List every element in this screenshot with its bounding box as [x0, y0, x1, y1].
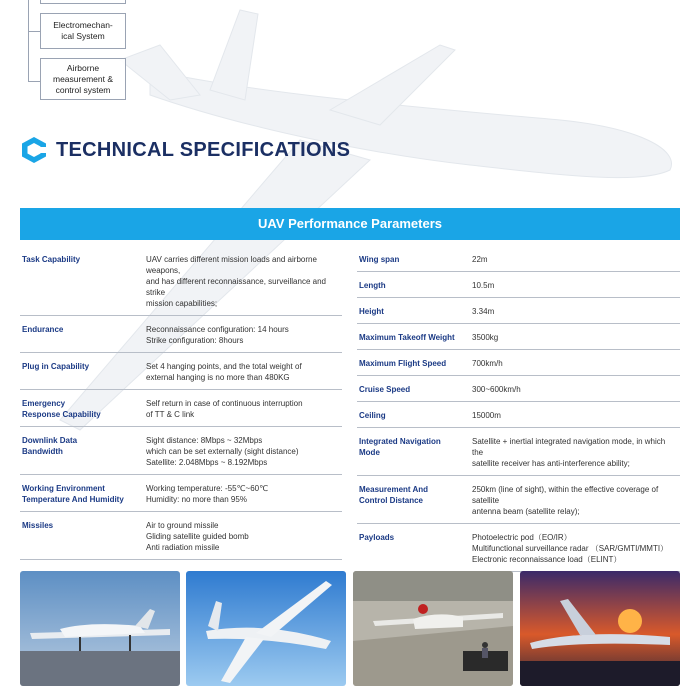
spec-value-line: Photoelectric pod（EO/IR） [472, 533, 572, 542]
spec-row [357, 350, 680, 376]
spec-value-line: and has different reconnaissance, surveillance and strike [146, 277, 326, 297]
spec-label [20, 316, 144, 352]
spec-value [144, 353, 342, 389]
spec-value-line: antenna beam (satellite relay); [472, 507, 580, 516]
spec-label-line: Mode [359, 448, 380, 457]
tree-node-line: Electromechan- [53, 20, 113, 30]
spec-label-line: Height [359, 307, 384, 316]
spec-value-line: Electronic reconnaissance load（ELINT） [472, 555, 622, 564]
spec-row [357, 476, 680, 524]
spec-value-line: Reconnaissance configuration: 14 hours [146, 325, 289, 334]
tree-node-line: control system [55, 84, 111, 95]
spec-label [357, 324, 470, 349]
spec-value [144, 427, 342, 474]
spec-row [20, 353, 342, 390]
spec-value-line: Anti radiation missile [146, 543, 220, 552]
spec-value [470, 428, 680, 475]
spec-value-line: 22m [472, 255, 488, 264]
spec-value [144, 475, 342, 511]
spec-label-line: Wing span [359, 255, 400, 264]
spec-label-line: Working Environment [22, 484, 105, 493]
spec-value-line: which can be set externally (sight distance) [146, 447, 299, 456]
spec-value-line: external hanging is no more than 480KG [146, 373, 290, 382]
spec-value-line: Self return in case of continuous interruption [146, 399, 303, 408]
spec-value [470, 350, 680, 375]
spec-value [144, 512, 342, 559]
spec-label [357, 246, 470, 271]
spec-label [357, 428, 470, 475]
spec-label-line: Measurement And [359, 485, 429, 494]
spec-value-line: 700km/h [472, 359, 503, 368]
spec-value-line: Multifunctional surveillance radar （SAR/GMTI/MMTI） [472, 544, 669, 553]
spec-value [470, 476, 680, 523]
spec-row [357, 376, 680, 402]
spec-label [357, 376, 470, 401]
spec-label-line: Temperature And Humidity [22, 495, 124, 504]
spec-row [20, 316, 342, 353]
spec-row [357, 324, 680, 350]
spec-label-line: Plug in Capability [22, 362, 90, 371]
spec-label [357, 402, 470, 427]
spec-value-line: Humidity: no more than 95% [146, 495, 247, 504]
spec-label-line: Response Capability [22, 410, 101, 419]
spec-value-line: 3500kg [472, 333, 499, 342]
spec-label [357, 476, 470, 523]
photo-strip [20, 571, 680, 686]
spec-value [144, 390, 342, 426]
uav-ground-crew-photo [353, 571, 513, 686]
tree-node-line: measurement & [53, 73, 113, 84]
spec-label-line: Integrated Navigation [359, 437, 441, 446]
tree-node-line: ical System [61, 31, 105, 41]
spec-value [470, 524, 680, 571]
spec-label-line: Task Capability [22, 255, 81, 264]
hexagon-logo-icon [20, 136, 48, 164]
spec-value [470, 324, 680, 349]
spec-label-line: Control Distance [359, 496, 424, 505]
spec-row [357, 402, 680, 428]
spec-label-line: Missiles [22, 521, 54, 530]
spec-value [470, 246, 680, 271]
spec-row [20, 390, 342, 427]
spec-value-line: 250km (line of sight), within the effective coverage of satellite [472, 485, 659, 505]
spec-label [20, 246, 144, 315]
spec-value [470, 272, 680, 297]
spec-value-line: Strike configuration: 8hours [146, 336, 244, 345]
uav-sunset-photo [520, 571, 680, 686]
spec-value-line: 3.34m [472, 307, 495, 316]
spec-value-line: Gliding satellite guided bomb [146, 532, 249, 541]
section-title: TECHNICAL SPECIFICATIONS [56, 138, 351, 161]
spec-value-line: 10.5m [472, 281, 495, 290]
spec-label [20, 475, 144, 511]
spec-row [357, 298, 680, 324]
spec-label [20, 390, 144, 426]
spec-row [357, 272, 680, 298]
spec-value [470, 298, 680, 323]
spec-label-line: Downlink Data [22, 436, 78, 445]
spec-label [357, 272, 470, 297]
tree-node-airborne-control [40, 58, 126, 100]
spec-label-line: Payloads [359, 533, 395, 542]
specs-table-right [357, 246, 680, 572]
spec-row [20, 475, 342, 512]
spec-value-line: Satellite: 2.048Mbps ~ 8.192Mbps [146, 458, 268, 467]
spec-row [357, 524, 680, 572]
spec-label-line: Endurance [22, 325, 64, 334]
spec-label [20, 353, 144, 389]
spec-label-line: Ceiling [359, 411, 386, 420]
spec-value-line: 300~600km/h [472, 385, 521, 394]
spec-value-line: Air to ground missile [146, 521, 219, 530]
spec-value [144, 316, 342, 352]
spec-label-line: Emergency [22, 399, 66, 408]
spec-value-line: Set 4 hanging points, and the total weight of [146, 362, 302, 371]
spec-value-line: Satellite + inertial integrated navigation mode, in which the [472, 437, 666, 457]
spec-value-line: of TT & C link [146, 410, 195, 419]
spec-value-line: mission capabilities; [146, 299, 218, 308]
spec-row [20, 246, 342, 316]
tree-node-line: Airborne [66, 62, 100, 73]
section-heading [20, 136, 350, 164]
spec-label [357, 524, 470, 571]
spec-row [20, 427, 342, 475]
spec-value-line: satellite receiver has anti-interference ability; [472, 459, 630, 468]
spec-value [144, 246, 342, 315]
table-banner: UAV Performance Parameters [20, 208, 680, 240]
specs-table-left [20, 246, 342, 560]
spec-value-line: UAV carries different mission loads and airborne weapons, [146, 255, 317, 275]
spec-value [470, 376, 680, 401]
spec-value-line: Sight distance: 8Mbps ~ 32Mbps [146, 436, 263, 445]
uav-in-flight-photo [186, 571, 346, 686]
spec-label [20, 512, 144, 559]
spec-value-line: 15000m [472, 411, 501, 420]
spec-row [20, 512, 342, 560]
uav-on-runway-photo [20, 571, 180, 686]
spec-value [470, 402, 680, 427]
spec-label-line: Maximum Flight Speed [359, 359, 447, 368]
spec-label-line: Bandwidth [22, 447, 63, 456]
spec-label-line: Cruise Speed [359, 385, 411, 394]
spec-label [357, 298, 470, 323]
spec-label [20, 427, 144, 474]
tree-connector [28, 0, 29, 82]
spec-row [357, 246, 680, 272]
spec-row [357, 428, 680, 476]
tree-node-electromechanical [40, 13, 126, 49]
spec-value-line: Working temperature: -55℃~60℃ [146, 484, 269, 493]
spec-label-line: Length [359, 281, 386, 290]
spec-label [357, 350, 470, 375]
spec-label-line: Maximum Takeoff Weight [359, 333, 455, 342]
